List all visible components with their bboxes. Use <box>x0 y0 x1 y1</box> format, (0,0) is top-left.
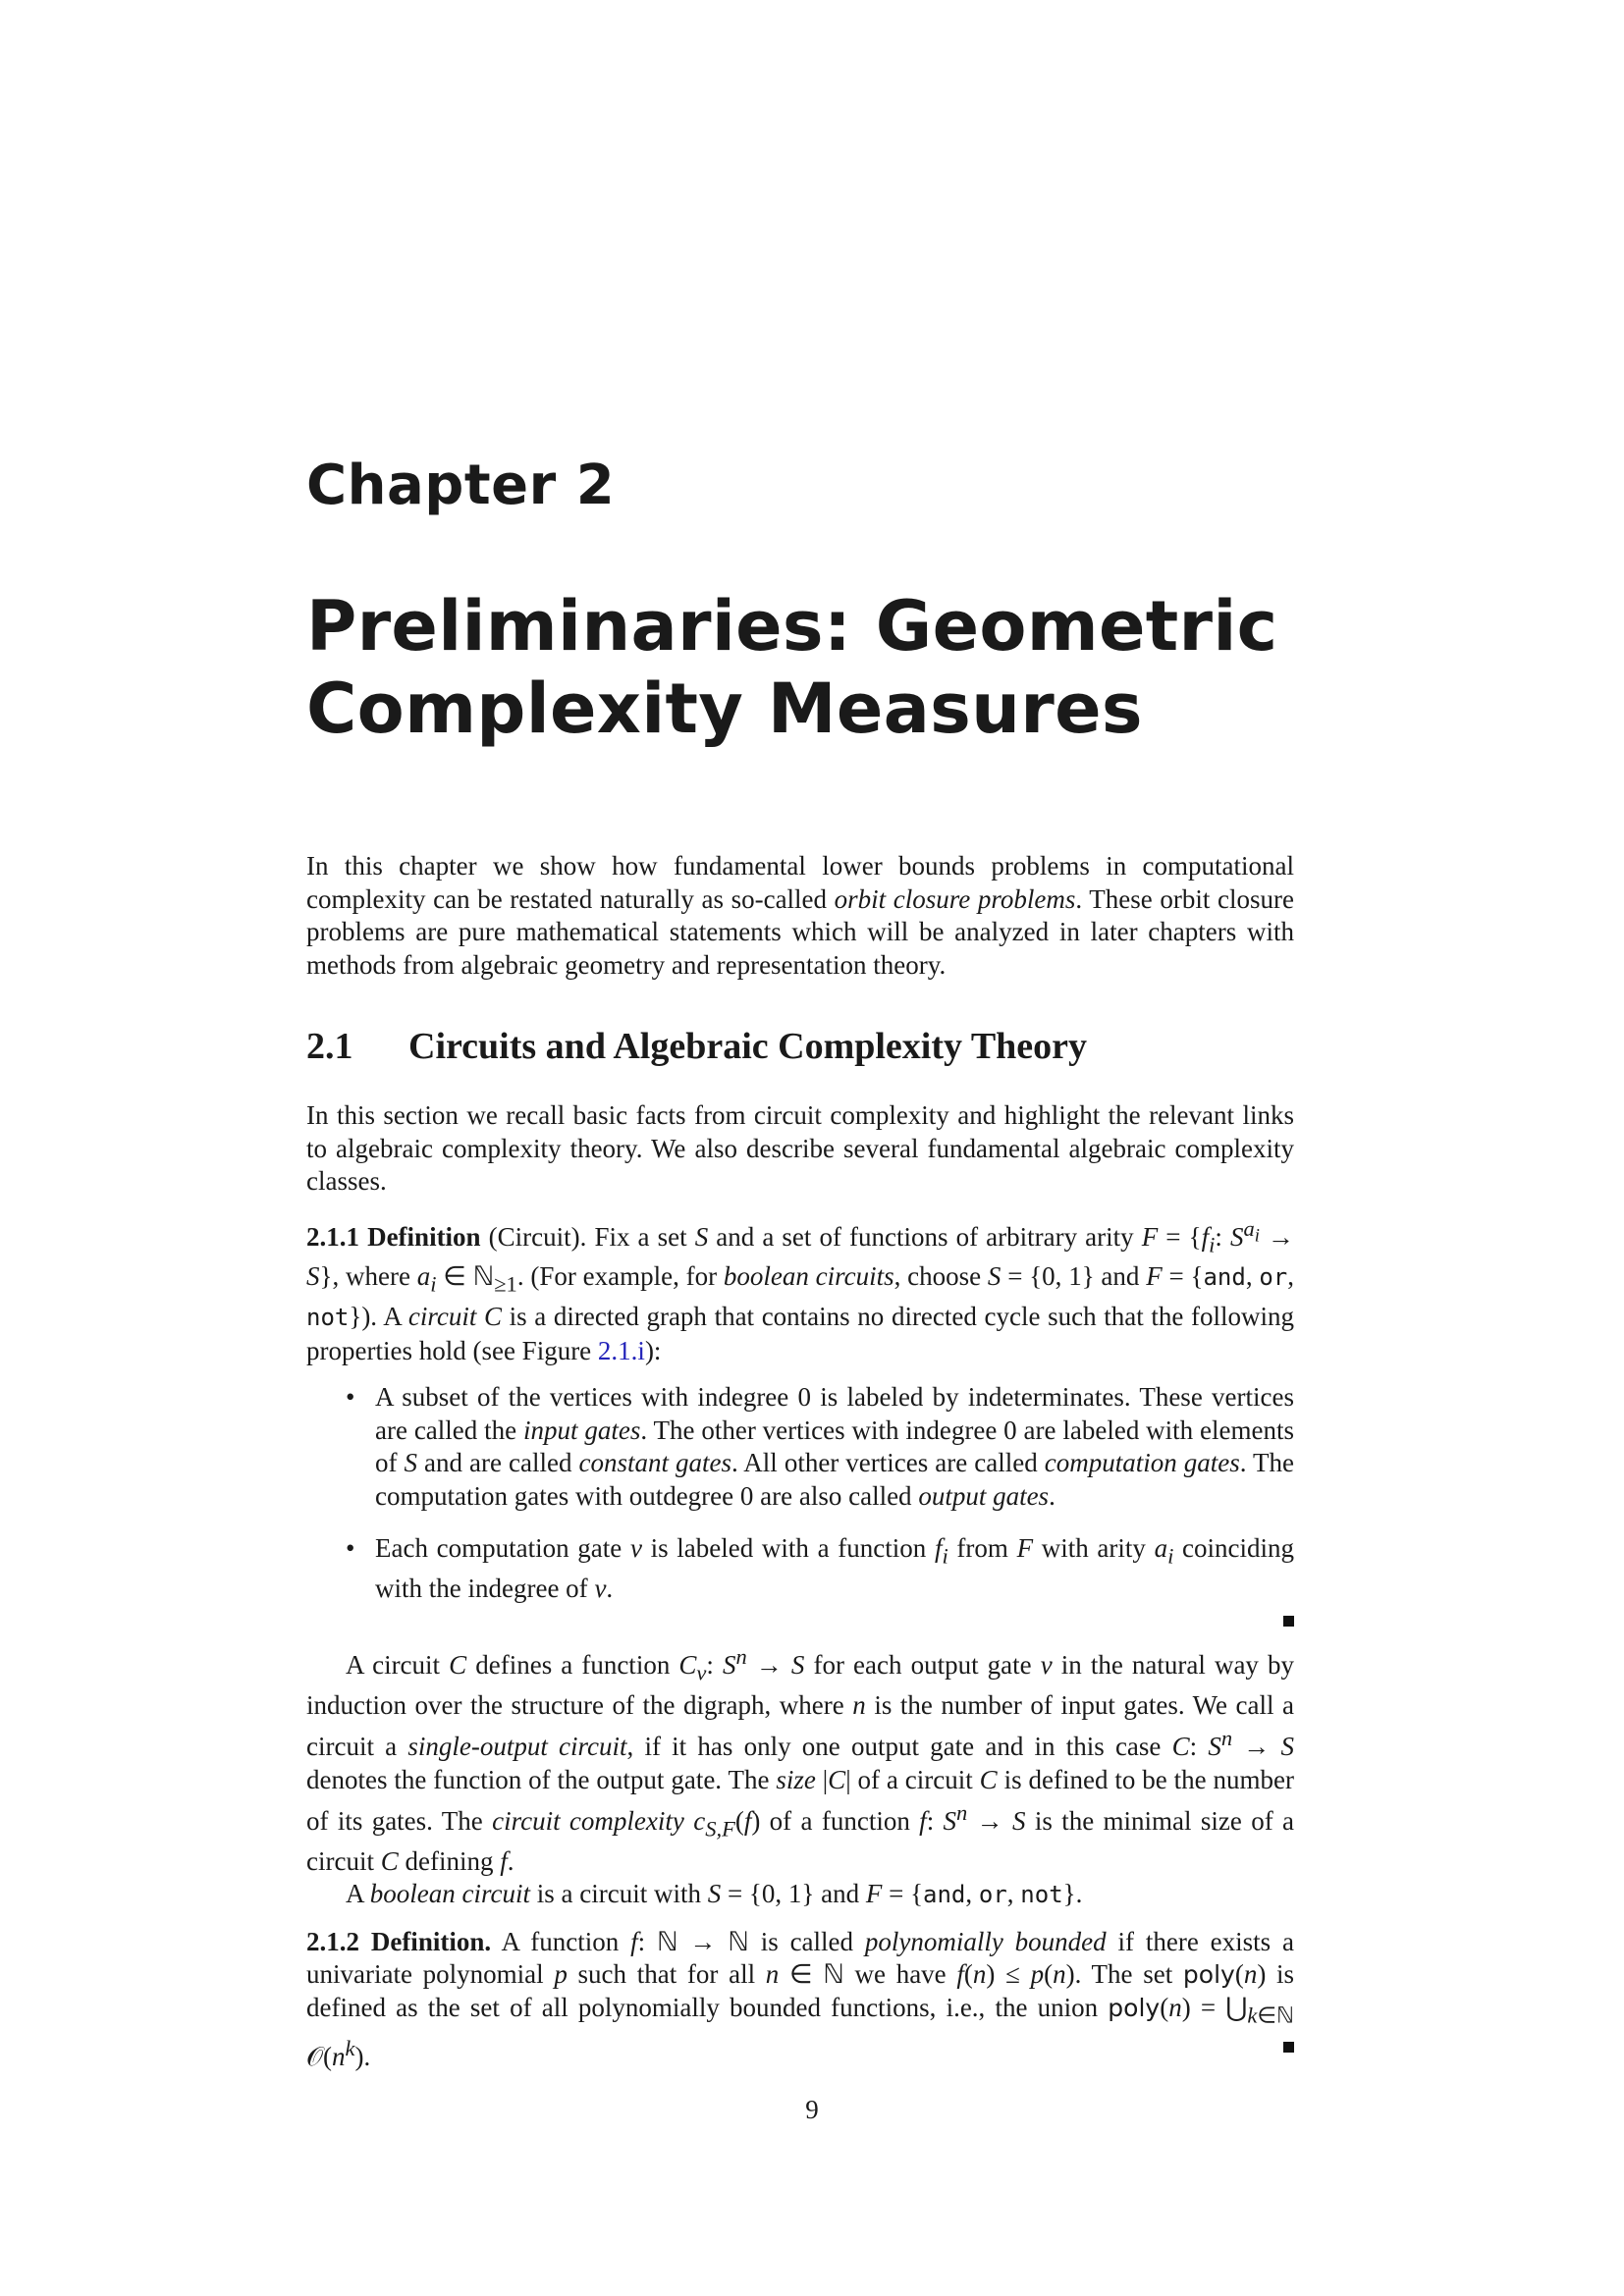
section-number: 2.1 <box>306 1026 353 1067</box>
definition-bullet-list <box>306 1381 1294 1626</box>
chapter-label: Chapter 2 <box>306 454 616 517</box>
chapter-title <box>306 585 1386 750</box>
section-body <box>306 1099 1294 2073</box>
chapter-title-line-1: Preliminaries: Geometric <box>306 586 1278 667</box>
definition-2-1-2: 2.1.2 Definition. A function f: ℕ → ℕ is called polynomially bounded if there exists a univariate polynomial p such that for all n ∈ ℕ we have f(n) ≤ p(n). The set poly(n) is defined as the set of all polynomially bounded functions, i.e., the union poly(n) = $⋃_{k\in ℕ}$ $𝒪(n^k)$. <box>306 1926 1295 2071</box>
bullet-icon: • <box>346 1382 355 1413</box>
chapter-intro-paragraph <box>306 850 1294 982</box>
definition-2-1-1-label: 2.1.1 Definition <box>306 1221 481 1252</box>
section-intro-paragraph: In this section we recall basic facts from circuit complexity and highlight the relevant links to algebraic complexity theory. We also describe several fundamental algebraic complexity classes. <box>306 1100 1294 1196</box>
intro-emphasis: orbit closure problems <box>834 883 1076 914</box>
end-of-definition-icon <box>1283 1616 1294 1627</box>
definition-2-1-1-name: (Circuit). <box>488 1221 587 1252</box>
definition-2-1-2-label: 2.1.2 Definition. <box>306 1926 492 1956</box>
end-of-definition-icon <box>1283 2042 1294 2053</box>
definition-2-1-1: 2.1.1 Definition (Circuit). Fix a set S and a set of functions of arbitrary arity $F = \{f_i$: $S^{a_i} \to S$}, where $a_i$ ∈ ℕ$_{\ge 1}$. (For example, for boolean circuits, choose S = {0, 1} and F = {and, or, not}). A circuit C is a directed graph that contains no directed cycle such that the following properties hold (see Figure 2.1.i): <box>306 1215 1294 1365</box>
boolean-circuit-paragraph: A boolean circuit is a circuit with S = {0, 1} and F = {and, or, not}. <box>346 1879 1083 1909</box>
list-item: • Each computation gate v is labeled with a function $f_i$ from F with arity $a_i$ coinciding with the indegree of v. <box>375 1532 1294 1626</box>
page-number: 9 <box>805 2095 819 2124</box>
section-heading <box>306 1025 1087 1068</box>
bullet-icon: • <box>346 1533 355 1564</box>
circuit-function-paragraph: A circuit C defines a function $C_v$: $S^n \to S$ for each output gate v in the natural way by induction over the structure of the digraph, where n is the number of input gates. We call a circuit a single-output circuit, if it has only one output gate and in this case C: $S^n \to S$ denotes the function of the output gate. The size |C| of a circuit C is defined to be the number of its gates. The circuit complexity $c_{S,F}(f)$ of a function f: $S^n \to S$ is the minimal size of a circuit C defining f. <box>306 1643 1295 1876</box>
figure-reference-link[interactable]: 2.1.i <box>597 1335 645 1365</box>
list-item: • A subset of the vertices with indegree 0 is labeled by indeterminates. These vertices are called the input gates. The other vertices with indegree 0 are labeled with elements of S and are called constant gates. All other vertices are called computation gates. The computation gates with outdegree 0 are also called output gates. <box>346 1382 1295 1511</box>
chapter-title-line-2: Complexity Measures <box>306 668 1143 749</box>
section-title: Circuits and Algebraic Complexity Theory <box>408 1026 1088 1067</box>
intro-text-b: . These orbit closure problems are pure mathematical statements which will be analyzed in later chapters with methods from algebraic geometry and representation theory. <box>306 883 1294 980</box>
intro-text-a: In this chapter we show how fundamental lower bounds problems in computational complexity can be restated naturally as so-called <box>306 851 1294 914</box>
